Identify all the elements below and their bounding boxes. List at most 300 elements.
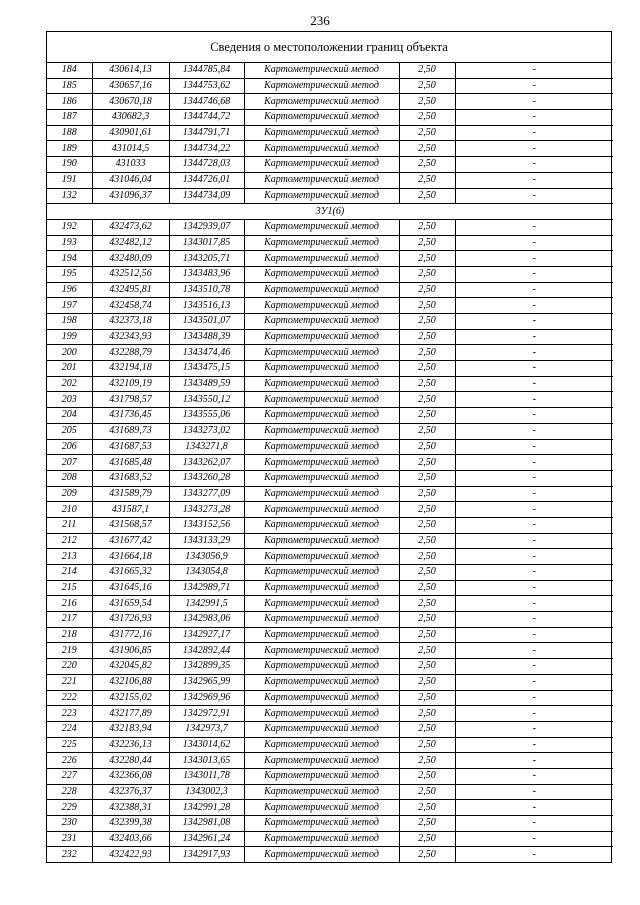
table-row — [47, 643, 613, 659]
table-row — [47, 392, 613, 408]
point-number-cell: 215 — [47, 580, 92, 596]
note-cell: - — [455, 376, 613, 392]
x-coordinate-cell: 431798,57 — [92, 392, 169, 408]
accuracy-cell: 2,50 — [399, 78, 455, 94]
x-coordinate-cell: 432366,08 — [92, 768, 169, 784]
note-cell: - — [455, 78, 613, 94]
point-number-cell: 208 — [47, 470, 92, 486]
table-row — [47, 674, 613, 690]
point-number-cell: 204 — [47, 408, 92, 424]
note-cell: - — [455, 392, 613, 408]
y-coordinate-cell: 1343474,46 — [169, 345, 244, 361]
x-coordinate-cell: 432512,56 — [92, 266, 169, 282]
accuracy-cell: 2,50 — [399, 549, 455, 565]
point-number-cell: 207 — [47, 455, 92, 471]
note-cell: - — [455, 816, 613, 832]
x-coordinate-cell: 432399,38 — [92, 816, 169, 832]
table-row — [47, 298, 613, 314]
note-cell: - — [532, 848, 536, 860]
accuracy-cell: 2,50 — [399, 596, 455, 612]
method-cell: Картометрический метод — [244, 847, 399, 862]
accuracy-cell: 2,50 — [399, 125, 455, 141]
table-row — [47, 125, 613, 141]
point-number-cell: 205 — [47, 423, 92, 439]
method-cell: Картометрический метод — [244, 674, 399, 690]
method-cell: Картометрический метод — [244, 314, 399, 330]
table-row — [47, 172, 613, 188]
table-row — [47, 596, 613, 612]
note-cell: - — [455, 596, 613, 612]
x-coordinate-cell: 431568,57 — [92, 517, 169, 533]
table-row — [47, 219, 613, 235]
point-number-cell: 190 — [47, 157, 92, 173]
x-coordinate-cell: 431096,37 — [92, 188, 169, 204]
y-coordinate-cell: 1344753,62 — [169, 78, 244, 94]
method-cell: Картометрический метод — [244, 298, 399, 314]
note-cell: - — [455, 439, 613, 455]
y-coordinate-cell: 1344744,72 — [169, 110, 244, 126]
accuracy-cell: 2,50 — [399, 470, 455, 486]
y-coordinate-cell: 1342892,44 — [169, 643, 244, 659]
table-row — [47, 800, 613, 816]
note-cell: - — [455, 141, 613, 157]
x-coordinate-cell: 431589,79 — [92, 486, 169, 502]
point-number-cell: 184 — [47, 63, 92, 78]
table-row — [47, 110, 613, 126]
table-row — [47, 455, 613, 471]
x-coordinate-cell: 431645,16 — [92, 580, 169, 596]
method-cell: Картометрический метод — [244, 659, 399, 675]
coordinates-table-body — [47, 63, 613, 862]
y-coordinate-cell: 1342983,06 — [169, 612, 244, 628]
note-cell: - — [455, 580, 613, 596]
note-cell: - — [455, 157, 613, 173]
accuracy-cell: 2,50 — [399, 800, 455, 816]
accuracy-cell: 2,50 — [399, 345, 455, 361]
note-cell: - — [455, 549, 613, 565]
accuracy-cell: 2,50 — [399, 659, 455, 675]
accuracy-cell: 2,50 — [399, 517, 455, 533]
point-number-cell: 229 — [47, 800, 92, 816]
point-number-cell: 195 — [47, 266, 92, 282]
method-cell: Картометрический метод — [244, 329, 399, 345]
method-cell: Картометрический метод — [244, 816, 399, 832]
x-coordinate-cell: 431689,73 — [92, 423, 169, 439]
x-coordinate-cell: 432106,88 — [92, 674, 169, 690]
y-coordinate-cell: 1343017,85 — [169, 235, 244, 251]
note-cell: - — [455, 251, 613, 267]
y-coordinate-cell: 1342973,7 — [169, 721, 244, 737]
y-coordinate-cell: 1343488,39 — [169, 329, 244, 345]
y-coordinate-cell: 1343516,13 — [169, 298, 244, 314]
method-cell: Картометрический метод — [244, 627, 399, 643]
note-cell: - — [455, 502, 613, 518]
note-cell: - — [455, 345, 613, 361]
method-cell: Картометрический метод — [244, 517, 399, 533]
accuracy-cell: 2,50 — [399, 141, 455, 157]
table-row — [47, 345, 613, 361]
method-cell: Картометрический метод — [244, 580, 399, 596]
x-coordinate-cell: 430901,61 — [92, 125, 169, 141]
point-number-cell: 193 — [47, 235, 92, 251]
accuracy-cell: 2,50 — [399, 580, 455, 596]
note-cell: - — [455, 110, 613, 126]
point-number-cell: 227 — [47, 768, 92, 784]
method-cell: Картометрический метод — [244, 94, 399, 110]
y-coordinate-cell: 1344734,22 — [169, 141, 244, 157]
point-number-cell: 224 — [47, 721, 92, 737]
y-coordinate-cell: 1343550,12 — [169, 392, 244, 408]
y-coordinate-cell: 1343510,78 — [169, 282, 244, 298]
accuracy-cell: 2,50 — [399, 361, 455, 377]
table-row — [47, 314, 613, 330]
accuracy-cell: 2,50 — [399, 784, 455, 800]
y-coordinate-cell: 1343555,06 — [169, 408, 244, 424]
accuracy-cell: 2,50 — [399, 847, 455, 862]
method-cell: Картометрический метод — [244, 78, 399, 94]
point-number-cell: 132 — [47, 188, 92, 204]
point-number-cell: 188 — [47, 125, 92, 141]
table-row — [47, 565, 613, 581]
point-number-cell: 226 — [47, 753, 92, 769]
note-cell: - — [455, 612, 613, 628]
method-cell: Картометрический метод — [244, 282, 399, 298]
note-cell: - — [455, 737, 613, 753]
x-coordinate-cell: 432388,31 — [92, 800, 169, 816]
accuracy-cell: 2,50 — [399, 63, 455, 78]
x-coordinate-cell: 431587,1 — [92, 502, 169, 518]
table-row — [47, 768, 613, 784]
point-number-cell: 206 — [47, 439, 92, 455]
x-coordinate-cell: 431664,18 — [92, 549, 169, 565]
point-number-cell: 228 — [47, 784, 92, 800]
method-cell: Картометрический метод — [244, 266, 399, 282]
point-number-cell: 212 — [47, 533, 92, 549]
table-row — [47, 251, 613, 267]
note-cell: - — [455, 423, 613, 439]
y-coordinate-cell: 1343273,02 — [169, 423, 244, 439]
table-row — [47, 282, 613, 298]
point-number-cell: 211 — [47, 517, 92, 533]
x-coordinate-cell: 431772,16 — [92, 627, 169, 643]
note-cell: - — [455, 329, 613, 345]
point-number-cell: 222 — [47, 690, 92, 706]
note-cell: - — [455, 282, 613, 298]
method-cell: Картометрический метод — [244, 502, 399, 518]
x-coordinate-cell: 430657,16 — [92, 78, 169, 94]
point-number-cell: 220 — [47, 659, 92, 675]
method-cell: Картометрический метод — [244, 157, 399, 173]
x-coordinate-cell: 431665,32 — [92, 565, 169, 581]
y-coordinate-cell: 1343002,3 — [169, 784, 244, 800]
method-cell: Картометрический метод — [244, 63, 399, 78]
boundary-table-sheet — [46, 31, 612, 863]
table-row — [47, 627, 613, 643]
x-coordinate-cell: 432288,79 — [92, 345, 169, 361]
point-number-cell: 198 — [47, 314, 92, 330]
point-number-cell: 230 — [47, 816, 92, 832]
accuracy-cell: 2,50 — [399, 392, 455, 408]
point-number-cell: 201 — [47, 361, 92, 377]
note-cell: - — [455, 219, 613, 235]
x-coordinate-cell: 432045,82 — [92, 659, 169, 675]
method-cell: Картометрический метод — [244, 172, 399, 188]
y-coordinate-cell: 1342989,71 — [169, 580, 244, 596]
note-cell: - — [455, 408, 613, 424]
table-row — [47, 486, 613, 502]
point-number-cell: 194 — [47, 251, 92, 267]
x-coordinate-cell: 431736,45 — [92, 408, 169, 424]
table-row — [47, 470, 613, 486]
accuracy-cell: 2,50 — [399, 157, 455, 173]
x-coordinate-cell: 431659,54 — [92, 596, 169, 612]
accuracy-cell: 2,50 — [399, 376, 455, 392]
method-cell: Картометрический метод — [244, 768, 399, 784]
accuracy-cell: 2,50 — [399, 690, 455, 706]
table-row — [47, 831, 613, 847]
note-cell: - — [455, 784, 613, 800]
y-coordinate-cell: 1343501,07 — [169, 314, 244, 330]
method-cell: Картометрический метод — [244, 408, 399, 424]
accuracy-cell: 2,50 — [399, 753, 455, 769]
note-cell: - — [455, 831, 613, 847]
note-cell: - — [455, 533, 613, 549]
table-row — [47, 847, 613, 862]
method-cell: Картометрический метод — [244, 376, 399, 392]
point-number-cell: 186 — [47, 94, 92, 110]
x-coordinate-cell: 431033 — [92, 157, 169, 173]
accuracy-cell: 2,50 — [399, 768, 455, 784]
table-row — [47, 439, 613, 455]
method-cell: Картометрический метод — [244, 737, 399, 753]
y-coordinate-cell: 1342939,07 — [169, 219, 244, 235]
coordinates-table — [47, 63, 613, 862]
accuracy-cell: 2,50 — [399, 329, 455, 345]
method-cell: Картометрический метод — [244, 565, 399, 581]
accuracy-cell: 2,50 — [399, 816, 455, 832]
x-coordinate-cell: 432473,62 — [92, 219, 169, 235]
y-coordinate-cell: 1343133,29 — [169, 533, 244, 549]
accuracy-cell: 2,50 — [399, 94, 455, 110]
x-coordinate-cell: 432373,18 — [92, 314, 169, 330]
table-row — [47, 376, 613, 392]
method-cell: Картометрический метод — [244, 392, 399, 408]
accuracy-cell: 2,50 — [399, 188, 455, 204]
table-row — [47, 157, 613, 173]
x-coordinate-cell: 431014,5 — [92, 141, 169, 157]
x-coordinate-cell: 432155,02 — [92, 690, 169, 706]
x-coordinate-cell: 432343,93 — [92, 329, 169, 345]
y-coordinate-cell: 1343152,56 — [169, 517, 244, 533]
accuracy-cell: 2,50 — [399, 219, 455, 235]
accuracy-cell: 2,50 — [399, 502, 455, 518]
method-cell: Картометрический метод — [244, 831, 399, 847]
point-number-cell: 189 — [47, 141, 92, 157]
table-row — [47, 517, 613, 533]
table-row — [47, 408, 613, 424]
y-coordinate-cell: 1342972,91 — [169, 706, 244, 722]
table-row — [47, 612, 613, 628]
point-number-cell: 217 — [47, 612, 92, 628]
method-cell: Картометрический метод — [244, 188, 399, 204]
x-coordinate-cell: 432458,74 — [92, 298, 169, 314]
note-cell: - — [455, 266, 613, 282]
point-number-cell: 218 — [47, 627, 92, 643]
note-cell: - — [455, 235, 613, 251]
y-coordinate-cell: 1343260,28 — [169, 470, 244, 486]
accuracy-cell: 2,50 — [399, 266, 455, 282]
y-coordinate-cell: 1343271,8 — [169, 439, 244, 455]
note-cell: - — [455, 94, 613, 110]
point-number-cell: 210 — [47, 502, 92, 518]
table-row — [47, 361, 613, 377]
note-cell: - — [455, 314, 613, 330]
x-coordinate-cell: 432177,89 — [92, 706, 169, 722]
y-coordinate-cell: 1342991,28 — [169, 800, 244, 816]
y-coordinate-cell: 1342981,08 — [169, 816, 244, 832]
table-row — [47, 141, 613, 157]
accuracy-cell: 2,50 — [399, 251, 455, 267]
point-number-cell: 209 — [47, 486, 92, 502]
point-number-cell: 196 — [47, 282, 92, 298]
x-coordinate-cell: 432422,93 — [92, 847, 169, 862]
note-cell: - — [455, 565, 613, 581]
accuracy-cell: 2,50 — [399, 282, 455, 298]
note-cell: - — [455, 125, 613, 141]
y-coordinate-cell: 1342927,17 — [169, 627, 244, 643]
method-cell: Картометрический метод — [244, 345, 399, 361]
x-coordinate-cell: 432403,66 — [92, 831, 169, 847]
x-coordinate-cell: 431906,85 — [92, 643, 169, 659]
note-cell: - — [455, 800, 613, 816]
accuracy-cell: 2,50 — [399, 612, 455, 628]
method-cell: Картометрический метод — [244, 800, 399, 816]
method-cell: Картометрический метод — [244, 486, 399, 502]
y-coordinate-cell: 1343014,62 — [169, 737, 244, 753]
accuracy-cell: 2,50 — [399, 298, 455, 314]
y-coordinate-cell: 1342961,24 — [169, 831, 244, 847]
point-number-cell: 191 — [47, 172, 92, 188]
table-row — [47, 753, 613, 769]
method-cell: Картометрический метод — [244, 219, 399, 235]
table-row — [47, 502, 613, 518]
method-cell: Картометрический метод — [244, 455, 399, 471]
x-coordinate-cell: 432480,09 — [92, 251, 169, 267]
x-coordinate-cell: 431046,04 — [92, 172, 169, 188]
point-number-cell: 200 — [47, 345, 92, 361]
accuracy-cell: 2,50 — [399, 455, 455, 471]
x-coordinate-cell: 432495,81 — [92, 282, 169, 298]
page-number: 236 — [310, 13, 330, 28]
method-cell: Картометрический метод — [244, 361, 399, 377]
point-number-cell: 213 — [47, 549, 92, 565]
method-cell: Картометрический метод — [244, 706, 399, 722]
note-cell: - — [455, 188, 613, 204]
table-row — [47, 737, 613, 753]
method-cell: Картометрический метод — [244, 141, 399, 157]
y-coordinate-cell: 1343262,07 — [169, 455, 244, 471]
point-number-cell: 216 — [47, 596, 92, 612]
point-number-cell: 199 — [47, 329, 92, 345]
accuracy-cell: 2,50 — [399, 110, 455, 126]
y-coordinate-cell: 1344746,68 — [169, 94, 244, 110]
table-row — [47, 690, 613, 706]
point-number-cell: 225 — [47, 737, 92, 753]
note-cell: - — [455, 643, 613, 659]
note-cell: - — [455, 753, 613, 769]
accuracy-cell: 2,50 — [399, 831, 455, 847]
y-coordinate-cell: 1344726,01 — [169, 172, 244, 188]
accuracy-cell: 2,50 — [399, 486, 455, 502]
section-label: 3У1(6) — [47, 204, 613, 220]
x-coordinate-cell: 432280,44 — [92, 753, 169, 769]
accuracy-cell: 2,50 — [399, 565, 455, 581]
y-coordinate-cell: 1343205,71 — [169, 251, 244, 267]
table-row — [47, 721, 613, 737]
table-row — [47, 94, 613, 110]
note-cell: - — [455, 690, 613, 706]
y-coordinate-cell: 1342991,5 — [169, 596, 244, 612]
table-row — [47, 549, 613, 565]
note-cell: - — [455, 298, 613, 314]
y-coordinate-cell: 1343489,59 — [169, 376, 244, 392]
accuracy-cell: 2,50 — [399, 706, 455, 722]
table-title: Сведения о местоположении границ объекта — [47, 32, 611, 63]
accuracy-cell: 2,50 — [399, 674, 455, 690]
x-coordinate-cell: 432194,18 — [92, 361, 169, 377]
table-row — [47, 580, 613, 596]
x-coordinate-cell: 431685,48 — [92, 455, 169, 471]
note-cell: - — [455, 470, 613, 486]
note-cell: - — [455, 659, 613, 675]
table-row — [47, 235, 613, 251]
y-coordinate-cell: 1344785,84 — [169, 63, 244, 78]
y-coordinate-cell: 1344728,03 — [169, 157, 244, 173]
point-number-cell: 214 — [47, 565, 92, 581]
point-number-cell: 202 — [47, 376, 92, 392]
method-cell: Картометрический метод — [244, 549, 399, 565]
y-coordinate-cell: 1343277,09 — [169, 486, 244, 502]
note-cell: - — [455, 172, 613, 188]
point-number-cell: 221 — [47, 674, 92, 690]
method-cell: Картометрический метод — [244, 470, 399, 486]
x-coordinate-cell: 432109,19 — [92, 376, 169, 392]
section-header-row — [47, 204, 613, 220]
point-number-cell: 185 — [47, 78, 92, 94]
method-cell: Картометрический метод — [244, 690, 399, 706]
accuracy-cell: 2,50 — [399, 627, 455, 643]
x-coordinate-cell: 431677,42 — [92, 533, 169, 549]
table-row — [47, 188, 613, 204]
accuracy-cell: 2,50 — [399, 721, 455, 737]
method-cell: Картометрический метод — [244, 612, 399, 628]
accuracy-cell: 2,50 — [399, 737, 455, 753]
y-coordinate-cell: 1343475,15 — [169, 361, 244, 377]
x-coordinate-cell: 431726,93 — [92, 612, 169, 628]
x-coordinate-cell: 430614,13 — [92, 63, 169, 78]
method-cell: Картометрический метод — [244, 596, 399, 612]
point-number-cell: 187 — [47, 110, 92, 126]
y-coordinate-cell: 1342965,99 — [169, 674, 244, 690]
y-coordinate-cell: 1343273,28 — [169, 502, 244, 518]
y-coordinate-cell: 1344791,71 — [169, 125, 244, 141]
table-row — [47, 423, 613, 439]
method-cell: Картометрический метод — [244, 784, 399, 800]
point-number-cell: 223 — [47, 706, 92, 722]
x-coordinate-cell: 431687,53 — [92, 439, 169, 455]
point-number-cell: 219 — [47, 643, 92, 659]
y-coordinate-cell: 1343483,96 — [169, 266, 244, 282]
